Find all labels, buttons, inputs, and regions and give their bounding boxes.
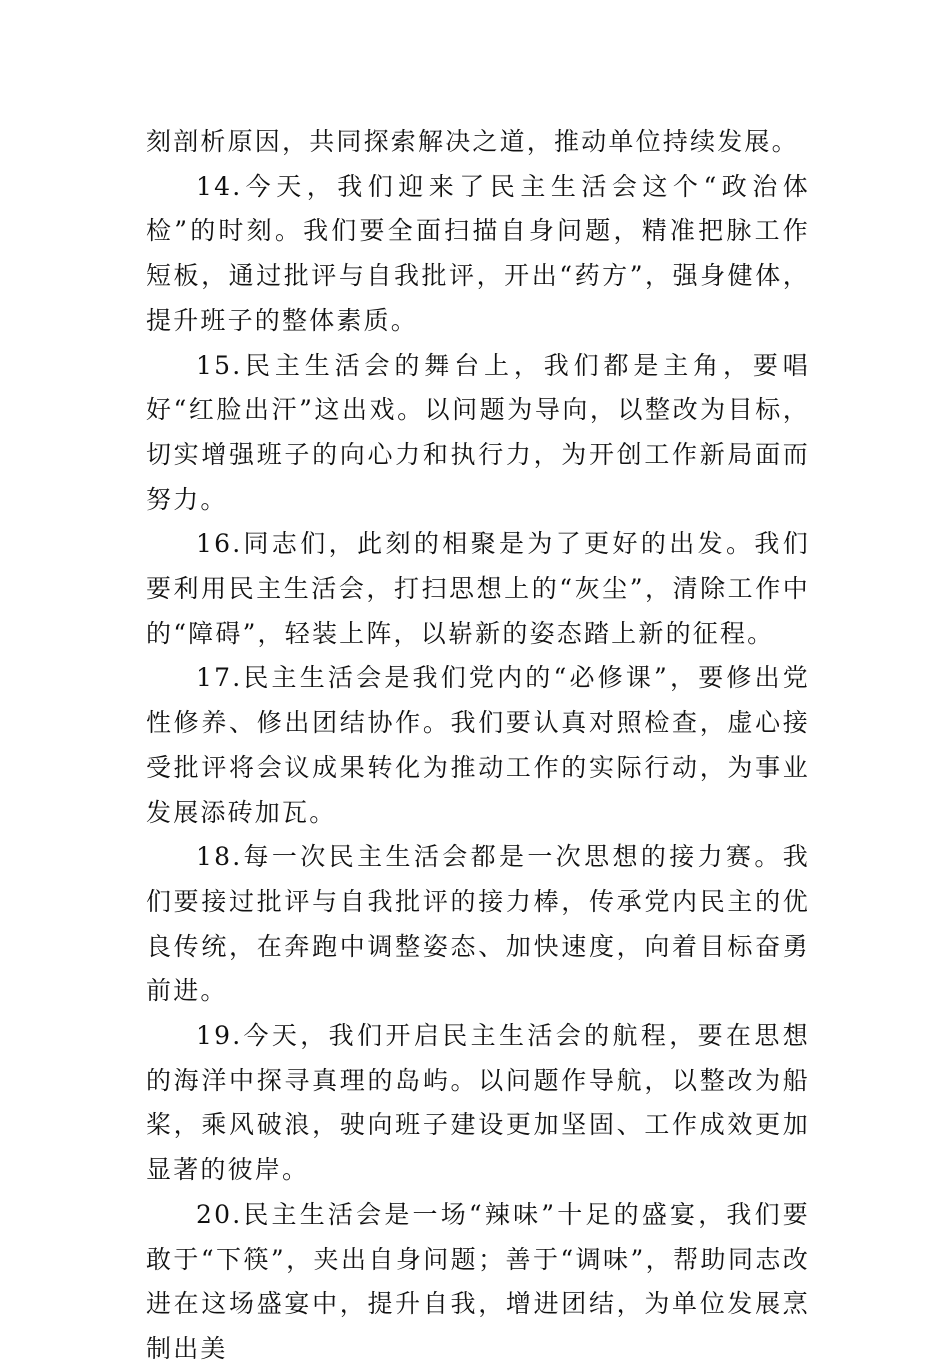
- paragraph-18: 18.每一次民主生活会都是一次思想的接力赛。我们要接过批评与自我批评的接力棒，传承党内民主的优良传统，在奔跑中调整姿态、加快速度，向着目标奋勇前进。: [146, 842, 810, 1006]
- document-body: [146, 120, 810, 1372]
- paragraph-continuation: 刻剖析原因，共同探索解决之道，推动单位持续发展。: [146, 127, 799, 156]
- paragraph-20: 20.民主生活会是一场“辣味”十足的盛宴，我们要敢于“下筷”，夹出自身问题；善于“调味”，帮助同志改进在这场盛宴中，提升自我，增进团结，为单位发展烹制出美: [146, 1199, 810, 1363]
- paragraph-15: 15.民主生活会的舞台上，我们都是主角，要唱好“红脸出汗”这出戏。以问题为导向，以整改为目标，切实增强班子的向心力和执行力，为开创工作新局面而努力。: [146, 350, 810, 514]
- paragraph-19: 19.今天，我们开启民主生活会的航程，要在思想的海洋中探寻真理的岛屿。以问题作导航，以整改为船桨，乘风破浪，驶向班子建设更加坚固、工作成效更加显著的彼岸。: [146, 1021, 810, 1185]
- paragraph-14: 14.今天，我们迎来了民主生活会这个“政治体检”的时刻。我们要全面扫描自身问题，精准把脉工作短板，通过批评与自我批评，开出“药方”，强身健体，提升班子的整体素质。: [146, 171, 810, 335]
- paragraph-16: 16.同志们，此刻的相聚是为了更好的出发。我们要利用民主生活会，打扫思想上的“灰尘”，清除工作中的“障碍”，轻装上阵，以崭新的姿态踏上新的征程。: [146, 529, 810, 648]
- paragraph-17: 17.民主生活会是我们党内的“必修课”，要修出党性修养、修出团结协作。我们要认真对照检查，虚心接受批评将会议成果转化为推动工作的实际行动，为事业发展添砖加瓦。: [146, 663, 810, 827]
